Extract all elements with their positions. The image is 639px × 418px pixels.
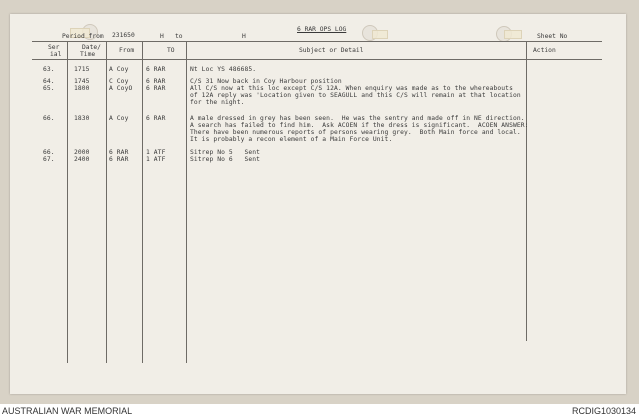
col-subject: Subject or Detail (299, 47, 364, 54)
entry-serial: 67. (43, 156, 55, 163)
column-divider (142, 41, 143, 363)
period-from: 231650 (112, 32, 135, 39)
entry-from: C Coy (109, 78, 129, 85)
column-divider (526, 41, 527, 341)
entry-time: 1800 (74, 85, 90, 92)
entry-to: 6 RAR (146, 66, 166, 73)
entry-detail: Nt Loc YS 486685. (190, 66, 257, 73)
col-date-a: Date/ (82, 44, 101, 51)
entry-serial: 66. (43, 115, 55, 122)
entry-detail: of 12A reply was 'Location given to SEAGULL and this C/S will remain at that location (190, 92, 521, 99)
entry-detail: It is probably a recon element of a Main Force Unit. (190, 136, 393, 143)
entry-serial: 64. (43, 78, 55, 85)
column-divider (186, 41, 187, 363)
entry-to: 6 RAR (146, 78, 166, 85)
col-action: Action (533, 47, 556, 54)
sheet-number-label: Sheet No (537, 33, 568, 40)
col-serial-b: ial (50, 51, 62, 58)
entry-from: 6 RAR (109, 149, 129, 156)
entry-serial: 63. (43, 66, 55, 73)
archive-name: AUSTRALIAN WAR MEMORIAL (2, 406, 133, 416)
col-to: TO (167, 47, 175, 54)
entry-time: 2000 (74, 149, 90, 156)
entry-time: 1745 (74, 78, 90, 85)
entry-time: 1830 (74, 115, 90, 122)
entry-to: 6 RAR (146, 85, 166, 92)
entry-detail: for the night. (190, 99, 245, 106)
tape-mark (372, 30, 388, 39)
period-h2: H (242, 33, 246, 40)
entry-from: A CoyO (109, 85, 133, 92)
entry-to: 1 ATF (146, 149, 166, 156)
table-header-rule (32, 59, 602, 60)
col-date-b: Time (80, 51, 96, 58)
entry-detail: There have been numerous reports of persons wearing grey. Both Main force and local. (190, 129, 521, 136)
entry-from: A Coy (109, 66, 129, 73)
period-label: Period from (62, 33, 104, 40)
document-id: RCDIG1030134 (571, 406, 636, 416)
entry-detail: Sitrep No 6 Sent (190, 156, 261, 163)
entry-detail: A male dressed in grey has been seen. He was the sentry and made off in NE direction. (190, 115, 525, 122)
tape-mark (504, 30, 522, 39)
entry-detail: Sitrep No 5 Sent (190, 149, 261, 156)
column-divider (67, 41, 68, 363)
entry-from: A Coy (109, 115, 129, 122)
period-to: to (175, 33, 183, 40)
entry-to: 1 ATF (146, 156, 166, 163)
period-h1: H (160, 33, 164, 40)
log-sheet (10, 14, 626, 394)
entry-detail: A search has failed to find him. Ask ACOEN if the dress is significant. ACOEN ANSWER: (190, 122, 529, 129)
entry-time: 1715 (74, 66, 90, 73)
table-top-rule (32, 41, 602, 42)
entry-from: 6 RAR (109, 156, 129, 163)
entry-to: 6 RAR (146, 115, 166, 122)
entry-time: 2400 (74, 156, 90, 163)
archive-footer (0, 404, 639, 418)
col-from: From (119, 47, 135, 54)
column-divider (106, 41, 107, 363)
entry-serial: 65. (43, 85, 55, 92)
unit-title: 6 RAR OPS LOG (297, 26, 347, 33)
entry-detail: All C/S now at this loc except C/S 12A. When enquiry was made as to the whereabouts (190, 85, 513, 92)
entry-serial: 66. (43, 149, 55, 156)
col-serial-a: Ser (48, 44, 60, 51)
entry-detail: C/S 31 Now back in Coy Harbour position (190, 78, 342, 85)
